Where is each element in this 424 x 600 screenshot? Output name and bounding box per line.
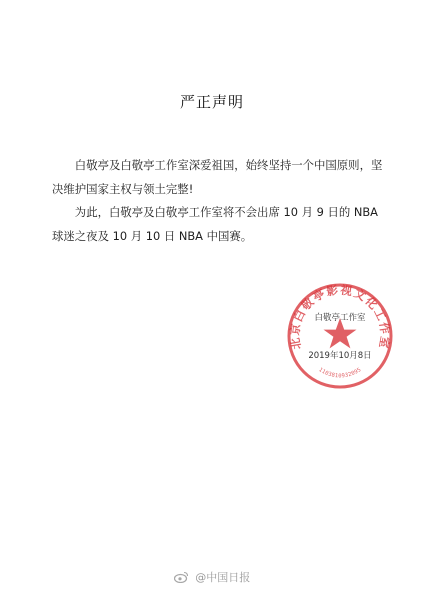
signature-name: 白敬亭工作室 [314, 313, 366, 323]
official-seal [286, 282, 394, 390]
document-body [52, 154, 390, 248]
document-title: 严正声明 [179, 93, 244, 111]
signature-date: 2019年10月8日 [308, 351, 372, 361]
svg-text:1103810932095: 1103810932095 [317, 367, 363, 380]
paragraph-1: 白敬亭及白敬亭工作室深爱祖国，始终坚持一个中国原则，坚决维护国家主权与领土完整! [52, 158, 383, 196]
watermark-text: @中国日报 [195, 571, 251, 584]
weibo-watermark [0, 569, 424, 585]
svg-text:北京白敬亭影视文化工作室: 北京白敬亭影视文化工作室 [287, 282, 393, 351]
signature-block [286, 282, 394, 390]
weibo-icon [174, 571, 189, 583]
paragraph-2: 为此，白敬亭及白敬亭工作室将不会出席 10 月 9 日的 NBA 球迷之夜及 10 月 10 日 NBA 中国赛。 [52, 205, 378, 243]
